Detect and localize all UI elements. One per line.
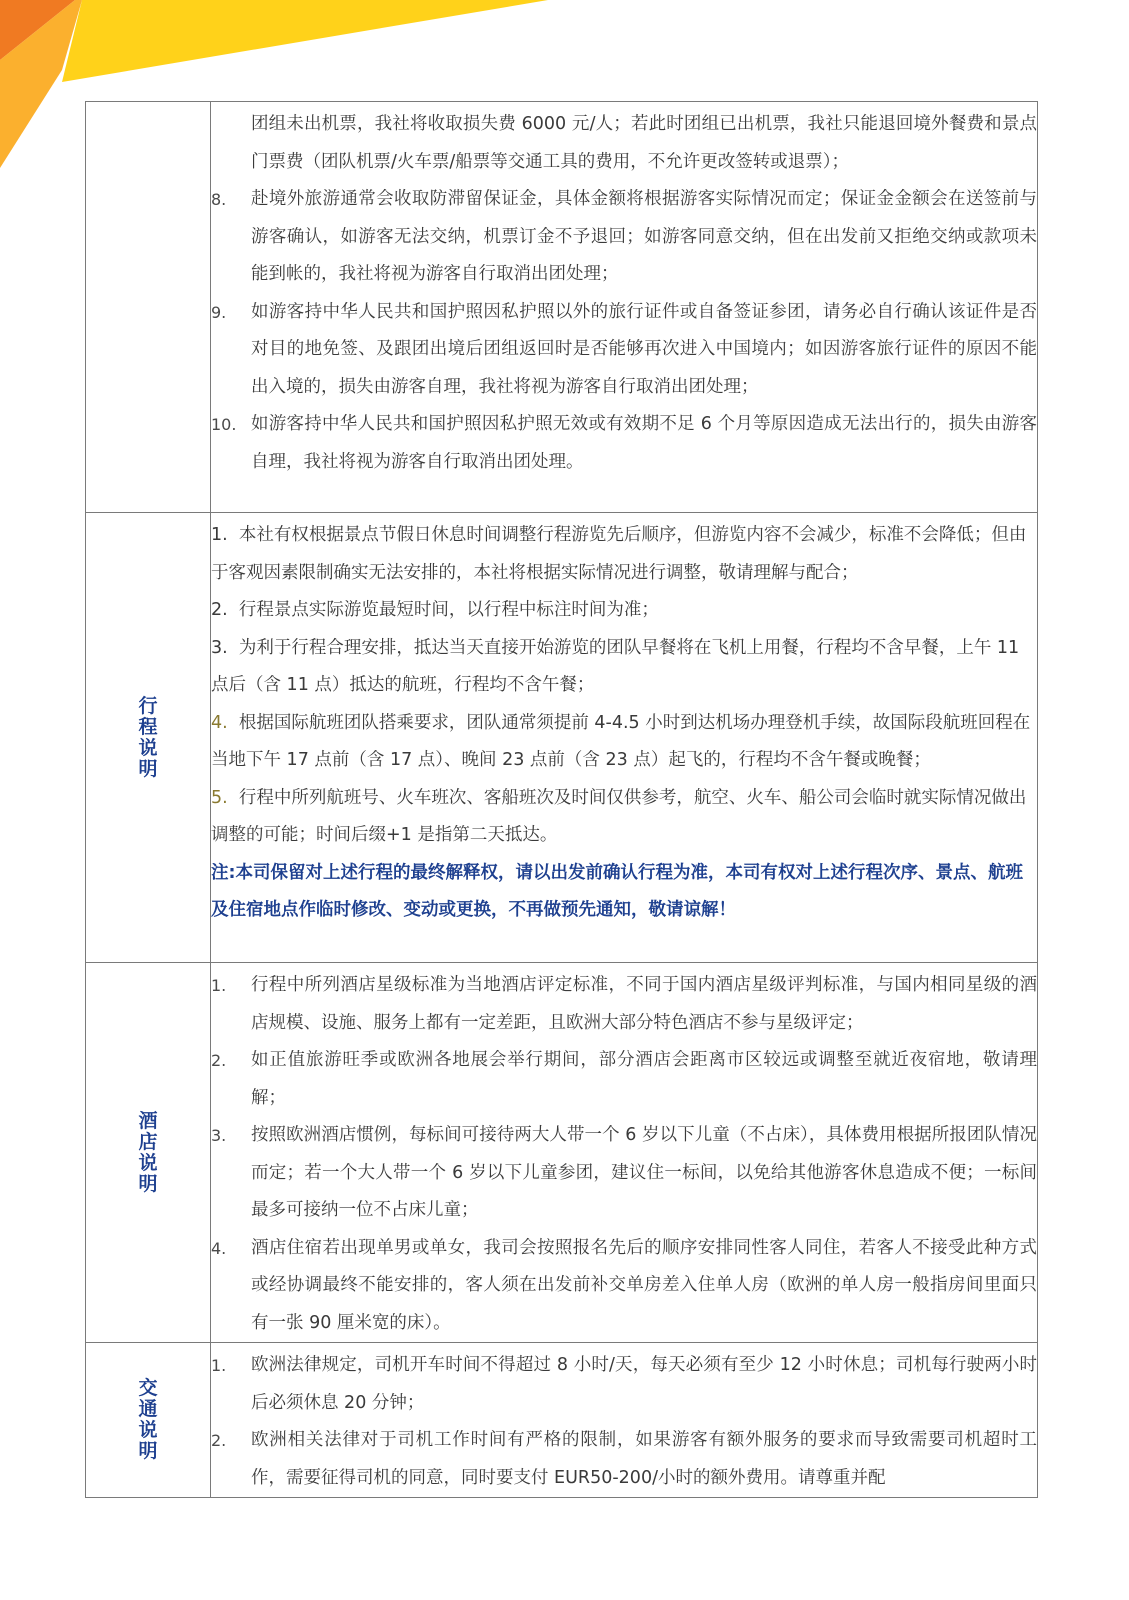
- disclaimer-note: 注:本司保留对上述行程的最终解释权，请以出发前确认行程为准，本司有权对上述行程次序、景点、航班及住宿地点作临时修改、变动或更换，不再做预先通知，敬请谅解！: [211, 862, 1023, 920]
- section-row-itinerary: [86, 513, 1038, 963]
- section-row-cancellation: [86, 102, 1038, 513]
- list-item: 9. 如游客持中华人民共和国护照因私护照以外的旅行证件或自备签证参团，请务必自行确认该证件是否对目的地免签、及跟团出境后团组返回时是否能够再次进入中国境内；如因游客旅行证件的原因不能出入境的，损失由游客自理，我社将视为游客自行取消出团处理；: [211, 301, 1037, 397]
- list-item: 1. 行程中所列酒店星级标准为当地酒店评定标准，不同于国内酒店星级评判标准，与国内相同星级的酒店规模、设施、服务上都有一定差距，且欧洲大部分特色酒店不参与星级评定；: [211, 975, 1037, 1033]
- section-row-transport: [86, 1343, 1038, 1498]
- paragraph: 3. 为利于行程合理安排，抵达当天直接开始游览的团队早餐将在飞机上用餐，行程均不含早餐，上午 11 点后（含 11 点）抵达的航班，行程均不含午餐；: [211, 637, 1020, 695]
- paragraph: 5. 行程中所列航班号、火车班次、客船班次及时间仅供参考，航空、火车、船公司会临时就实际情况做出调整的可能；时间后缀+1 是指第二天抵达。: [211, 787, 1027, 845]
- terms-table: [85, 101, 1038, 1498]
- section-label-hotel: 酒店说明: [86, 963, 211, 1343]
- list-item: 1. 欧洲法律规定，司机开车时间不得超过 8 小时/天，每天必须有至少 12 小时休息；司机每行驶两小时后必须休息 20 分钟；: [211, 1355, 1037, 1413]
- section-row-hotel: [86, 963, 1038, 1343]
- section-content: [211, 963, 1038, 1343]
- paragraph: 1. 本社有权根据景点节假日休息时间调整行程游览先后顺序，但游览内容不会减少，标准不会降低；但由于客观因素限制确实无法安排的，本社将根据实际情况进行调整，敬请理解与配合；: [211, 525, 1027, 583]
- section-content: [211, 1343, 1038, 1498]
- list-item: 4. 酒店住宿若出现单男或单女，我司会按照报名先后的顺序安排同性客人同住，若客人不接受此种方式或经协调最终不能安排的，客人须在出发前补交单房差入住单人房（欧洲的单人房一般指房间里面只有一张 90 厘米宽的床）。: [211, 1237, 1037, 1333]
- section-content: [211, 513, 1038, 963]
- list-item: 2. 如正值旅游旺季或欧洲各地展会举行期间，部分酒店会距离市区较远或调整至就近夜宿地，敬请理解；: [211, 1050, 1037, 1108]
- paragraph: 4. 根据国际航班团队搭乘要求，团队通常须提前 4-4.5 小时到达机场办理登机手续，故国际段航班回程在当地下午 17 点前（含 17 点）、晚间 23 点前（含 23 点）起飞的，行程均不含午餐或晚餐；: [211, 712, 1031, 770]
- paragraph: 2. 行程景点实际游览最短时间，以行程中标注时间为准；: [211, 600, 659, 620]
- list-item: 8. 赴境外旅游通常会收取防滞留保证金，具体金额将根据游客实际情况而定；保证金金额会在送签前与游客确认，如游客无法交纳，机票订金不予退回；如游客同意交纳，但在出发前又拒绝交纳或款项未能到帐的，我社将视为游客自行取消出团处理；: [211, 189, 1037, 284]
- list-item: 3. 按照欧洲酒店惯例，每标间可接待两大人带一个 6 岁以下儿童（不占床），具体费用根据所报团队情况而定；若一个大人带一个 6 岁以下儿童参团，建议住一标间，以免给其他游客休息造成不便；一标间最多可接纳一位不占床儿童；: [211, 1125, 1037, 1220]
- list-item: 团组未出机票，我社将收取损失费 6000 元/人；若此时团组已出机票，我社只能退回境外餐费和景点门票费（团队机票/火车票/船票等交通工具的费用，不允许更改签转或退票）；: [251, 114, 1037, 172]
- section-content: [211, 102, 1038, 513]
- section-label-transport: 交通说明: [86, 1343, 211, 1498]
- list-item: 2. 欧洲相关法律对于司机工作时间有严格的限制，如果游客有额外服务的要求而导致需要司机超时工作，需要征得司机的同意，同时要支付 EUR50-200/小时的额外费用。请尊重并配: [211, 1430, 1037, 1488]
- section-label-itinerary: 行程说明: [86, 513, 211, 963]
- list-item: 10. 如游客持中华人民共和国护照因私护照无效或有效期不足 6 个月等原因造成无法出行的，损失由游客自理，我社将视为游客自行取消出团处理。: [211, 414, 1037, 472]
- section-label-cell: [86, 102, 211, 513]
